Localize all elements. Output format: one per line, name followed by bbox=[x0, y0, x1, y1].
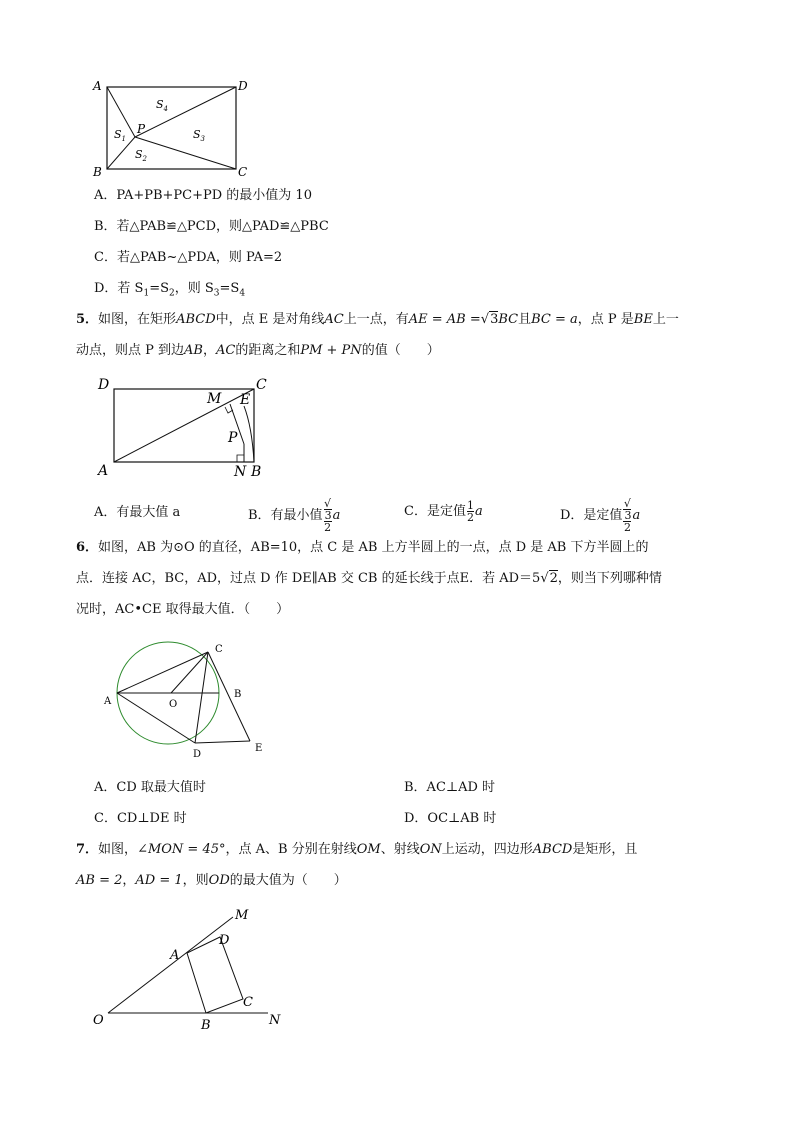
q6-sqrt: √2 bbox=[540, 571, 558, 586]
label-b: B bbox=[93, 165, 102, 179]
q5-math: ABCD bbox=[176, 312, 216, 327]
q5-math: AE = AB = bbox=[408, 312, 481, 327]
q7-text: ，则 bbox=[182, 873, 209, 888]
label-m: M bbox=[235, 908, 249, 923]
q5-text: 如图，在矩形 bbox=[98, 312, 177, 327]
circle-figure-q6 bbox=[98, 636, 278, 761]
q7-text: 上运动，四边形 bbox=[441, 842, 533, 857]
q4-d-sub3: 3 bbox=[213, 288, 220, 299]
q5-math: BC bbox=[498, 312, 519, 327]
q6-stem-line1 bbox=[76, 540, 649, 556]
q7-math: ON bbox=[419, 842, 442, 857]
q5-b-fraction: √ 3 2 bbox=[324, 497, 332, 534]
q5-option-d[interactable] bbox=[560, 498, 640, 533]
label-b: B bbox=[201, 1018, 211, 1033]
q7-stem-line2 bbox=[76, 873, 347, 889]
q4-d-then: ，则 S bbox=[174, 281, 214, 296]
rectangle-figure-q4 bbox=[88, 76, 258, 180]
q4-option-d[interactable] bbox=[94, 281, 245, 302]
q5-text: ， bbox=[202, 343, 216, 358]
label-c: C bbox=[243, 995, 253, 1010]
q5-b-text: B．有最小值 bbox=[248, 508, 323, 523]
segment-ad bbox=[117, 693, 195, 743]
label-d: D bbox=[219, 933, 230, 948]
q7-math: AD = 1 bbox=[135, 873, 183, 888]
q5-b-a: a bbox=[332, 508, 341, 523]
q7-text: 如图， bbox=[98, 842, 138, 857]
label-s1: $S_1$ bbox=[114, 128, 127, 143]
q6-stem-line2 bbox=[76, 571, 662, 587]
label-d: D bbox=[98, 377, 110, 393]
q7-text: 是矩形，且 bbox=[572, 842, 638, 857]
q7-text: ，点 A、B 分别在射线 bbox=[225, 842, 357, 857]
q7-math: ∠MON = 45° bbox=[137, 842, 226, 857]
ray-om bbox=[108, 917, 233, 1013]
diagonal-ac bbox=[114, 389, 254, 462]
label-m: M bbox=[207, 391, 222, 407]
q5-text: ，点 P 是 bbox=[577, 312, 634, 327]
q4-d-eq2: =S bbox=[219, 281, 240, 296]
q5-math: AC bbox=[324, 312, 344, 327]
q5-text: 上一点，有 bbox=[343, 312, 409, 327]
label-p: P bbox=[228, 430, 238, 446]
q5-text: 上一 bbox=[652, 312, 679, 327]
q7-stem-line1 bbox=[76, 842, 637, 858]
q6-number: 6． bbox=[76, 540, 99, 555]
q7-math: OD bbox=[208, 873, 230, 888]
label-d: D bbox=[193, 749, 202, 760]
q4-d-sub1: 1 bbox=[143, 288, 150, 299]
q5-d-a: a bbox=[632, 508, 641, 523]
q4-d-eq1: =S bbox=[149, 281, 170, 296]
segment-pd bbox=[135, 87, 236, 137]
q5-c-a: a bbox=[474, 504, 483, 519]
q5-math: BC = a bbox=[531, 312, 578, 327]
q7-text: ， bbox=[122, 873, 136, 888]
segment-be bbox=[244, 406, 254, 462]
q5-math: AB bbox=[184, 343, 203, 358]
label-e: E bbox=[255, 743, 263, 754]
q4-option-c[interactable]: C．若△PAB~△PDA，则 PA=2 bbox=[94, 250, 283, 265]
q5-stem-line2 bbox=[76, 343, 440, 359]
q4-d-sub2: 2 bbox=[169, 288, 175, 299]
q7-text: 的最大值为（ ） bbox=[229, 873, 347, 888]
q5-option-b[interactable] bbox=[248, 498, 340, 533]
q5-stem-line1 bbox=[76, 312, 679, 328]
q5-c-text: C．是定值 bbox=[404, 504, 466, 519]
label-o: O bbox=[93, 1013, 104, 1028]
q5-sqrt: √3 bbox=[480, 312, 499, 327]
label-c: C bbox=[256, 377, 267, 393]
label-c: C bbox=[238, 165, 248, 179]
q6-text: 如图，AB 为⊙O 的直径，AB=10，点 C 是 AB 上方半圆上的一点，点 D 是 AB 下方半圆上的 bbox=[98, 540, 649, 555]
q5-option-c[interactable] bbox=[404, 498, 483, 526]
q7-text: 、射线 bbox=[380, 842, 420, 857]
label-s4: $S_4$ bbox=[156, 98, 169, 113]
q4-option-a[interactable]: A．PA+PB+PC+PD 的最小值为 10 bbox=[94, 188, 312, 203]
q6-option-d[interactable]: D．OC⊥AB 时 bbox=[404, 811, 497, 826]
q5-math: PM + PN bbox=[300, 343, 362, 358]
q5-math: BE bbox=[633, 312, 653, 327]
label-c: C bbox=[215, 644, 223, 655]
label-d: D bbox=[238, 79, 248, 93]
label-s2: $S_2$ bbox=[135, 148, 148, 163]
label-a: A bbox=[170, 948, 180, 963]
label-b: B bbox=[234, 689, 242, 700]
segment-de bbox=[195, 741, 250, 743]
label-e: E bbox=[240, 392, 251, 408]
rectangle-abcd bbox=[107, 87, 236, 169]
q7-math: OM bbox=[356, 842, 381, 857]
q4-option-b[interactable]: B．若△PAB≌△PCD，则△PAD≌△PBC bbox=[94, 219, 329, 234]
label-s3: $S_3$ bbox=[193, 128, 206, 143]
q5-text: 中，点 E 是对角线 bbox=[215, 312, 325, 327]
angle-figure-q7 bbox=[88, 900, 288, 1035]
label-b: B bbox=[251, 464, 262, 480]
segment-oc bbox=[171, 652, 208, 693]
q5-text: 且 bbox=[518, 312, 532, 327]
q5-c-fraction: $\frac{1}{2}$ bbox=[466, 499, 474, 524]
q4-d-sub4: 4 bbox=[239, 288, 246, 299]
label-n: N bbox=[234, 464, 247, 480]
q5-text: 动点，则点 P 到边 bbox=[76, 343, 185, 358]
q6-option-c[interactable]: C．CD⊥DE 时 bbox=[94, 811, 187, 826]
label-a: A bbox=[93, 79, 102, 93]
label-n: N bbox=[269, 1013, 281, 1028]
segment-cd bbox=[195, 652, 208, 743]
q4-d-text: D．若 S bbox=[94, 281, 144, 296]
q7-number: 7． bbox=[76, 842, 99, 857]
q7-math: ABCD bbox=[532, 842, 573, 857]
segment-pc bbox=[135, 137, 236, 169]
q5-math: AC bbox=[215, 343, 236, 358]
label-a: A bbox=[98, 463, 109, 479]
label-p: P bbox=[137, 122, 146, 136]
q5-d-text: D．是定值 bbox=[560, 508, 623, 523]
q6-stem-line3: 况时，AC•CE 取得最大值．（ ） bbox=[76, 602, 290, 617]
q5-d-fraction: √ 3 2 bbox=[623, 497, 632, 534]
segment-ce bbox=[208, 652, 250, 741]
rectangle-abcd bbox=[187, 937, 243, 1013]
label-a: A bbox=[104, 696, 112, 707]
q6-text: ，则当下列哪种情 bbox=[557, 571, 662, 586]
q5-option-a[interactable]: A．有最大值 a bbox=[94, 505, 181, 520]
right-angle-n bbox=[237, 455, 244, 462]
q6-option-b[interactable]: B．AC⊥AD 时 bbox=[404, 780, 496, 795]
q5-text: 的距离之和 bbox=[235, 343, 301, 358]
q6-option-a[interactable]: A．CD 取最大值时 bbox=[94, 780, 206, 795]
q5-text: 的值（ ） bbox=[361, 343, 440, 358]
rectangle-figure-q5 bbox=[94, 372, 284, 482]
label-o: O bbox=[169, 699, 178, 710]
q5-number: 5． bbox=[76, 312, 99, 327]
q6-text: 点．连接 AC，BC，AD，过点 D 作 DE∥AB 交 CB 的延长线于点E．若 AD＝5 bbox=[76, 571, 541, 586]
q7-math: AB = 2 bbox=[76, 873, 123, 888]
